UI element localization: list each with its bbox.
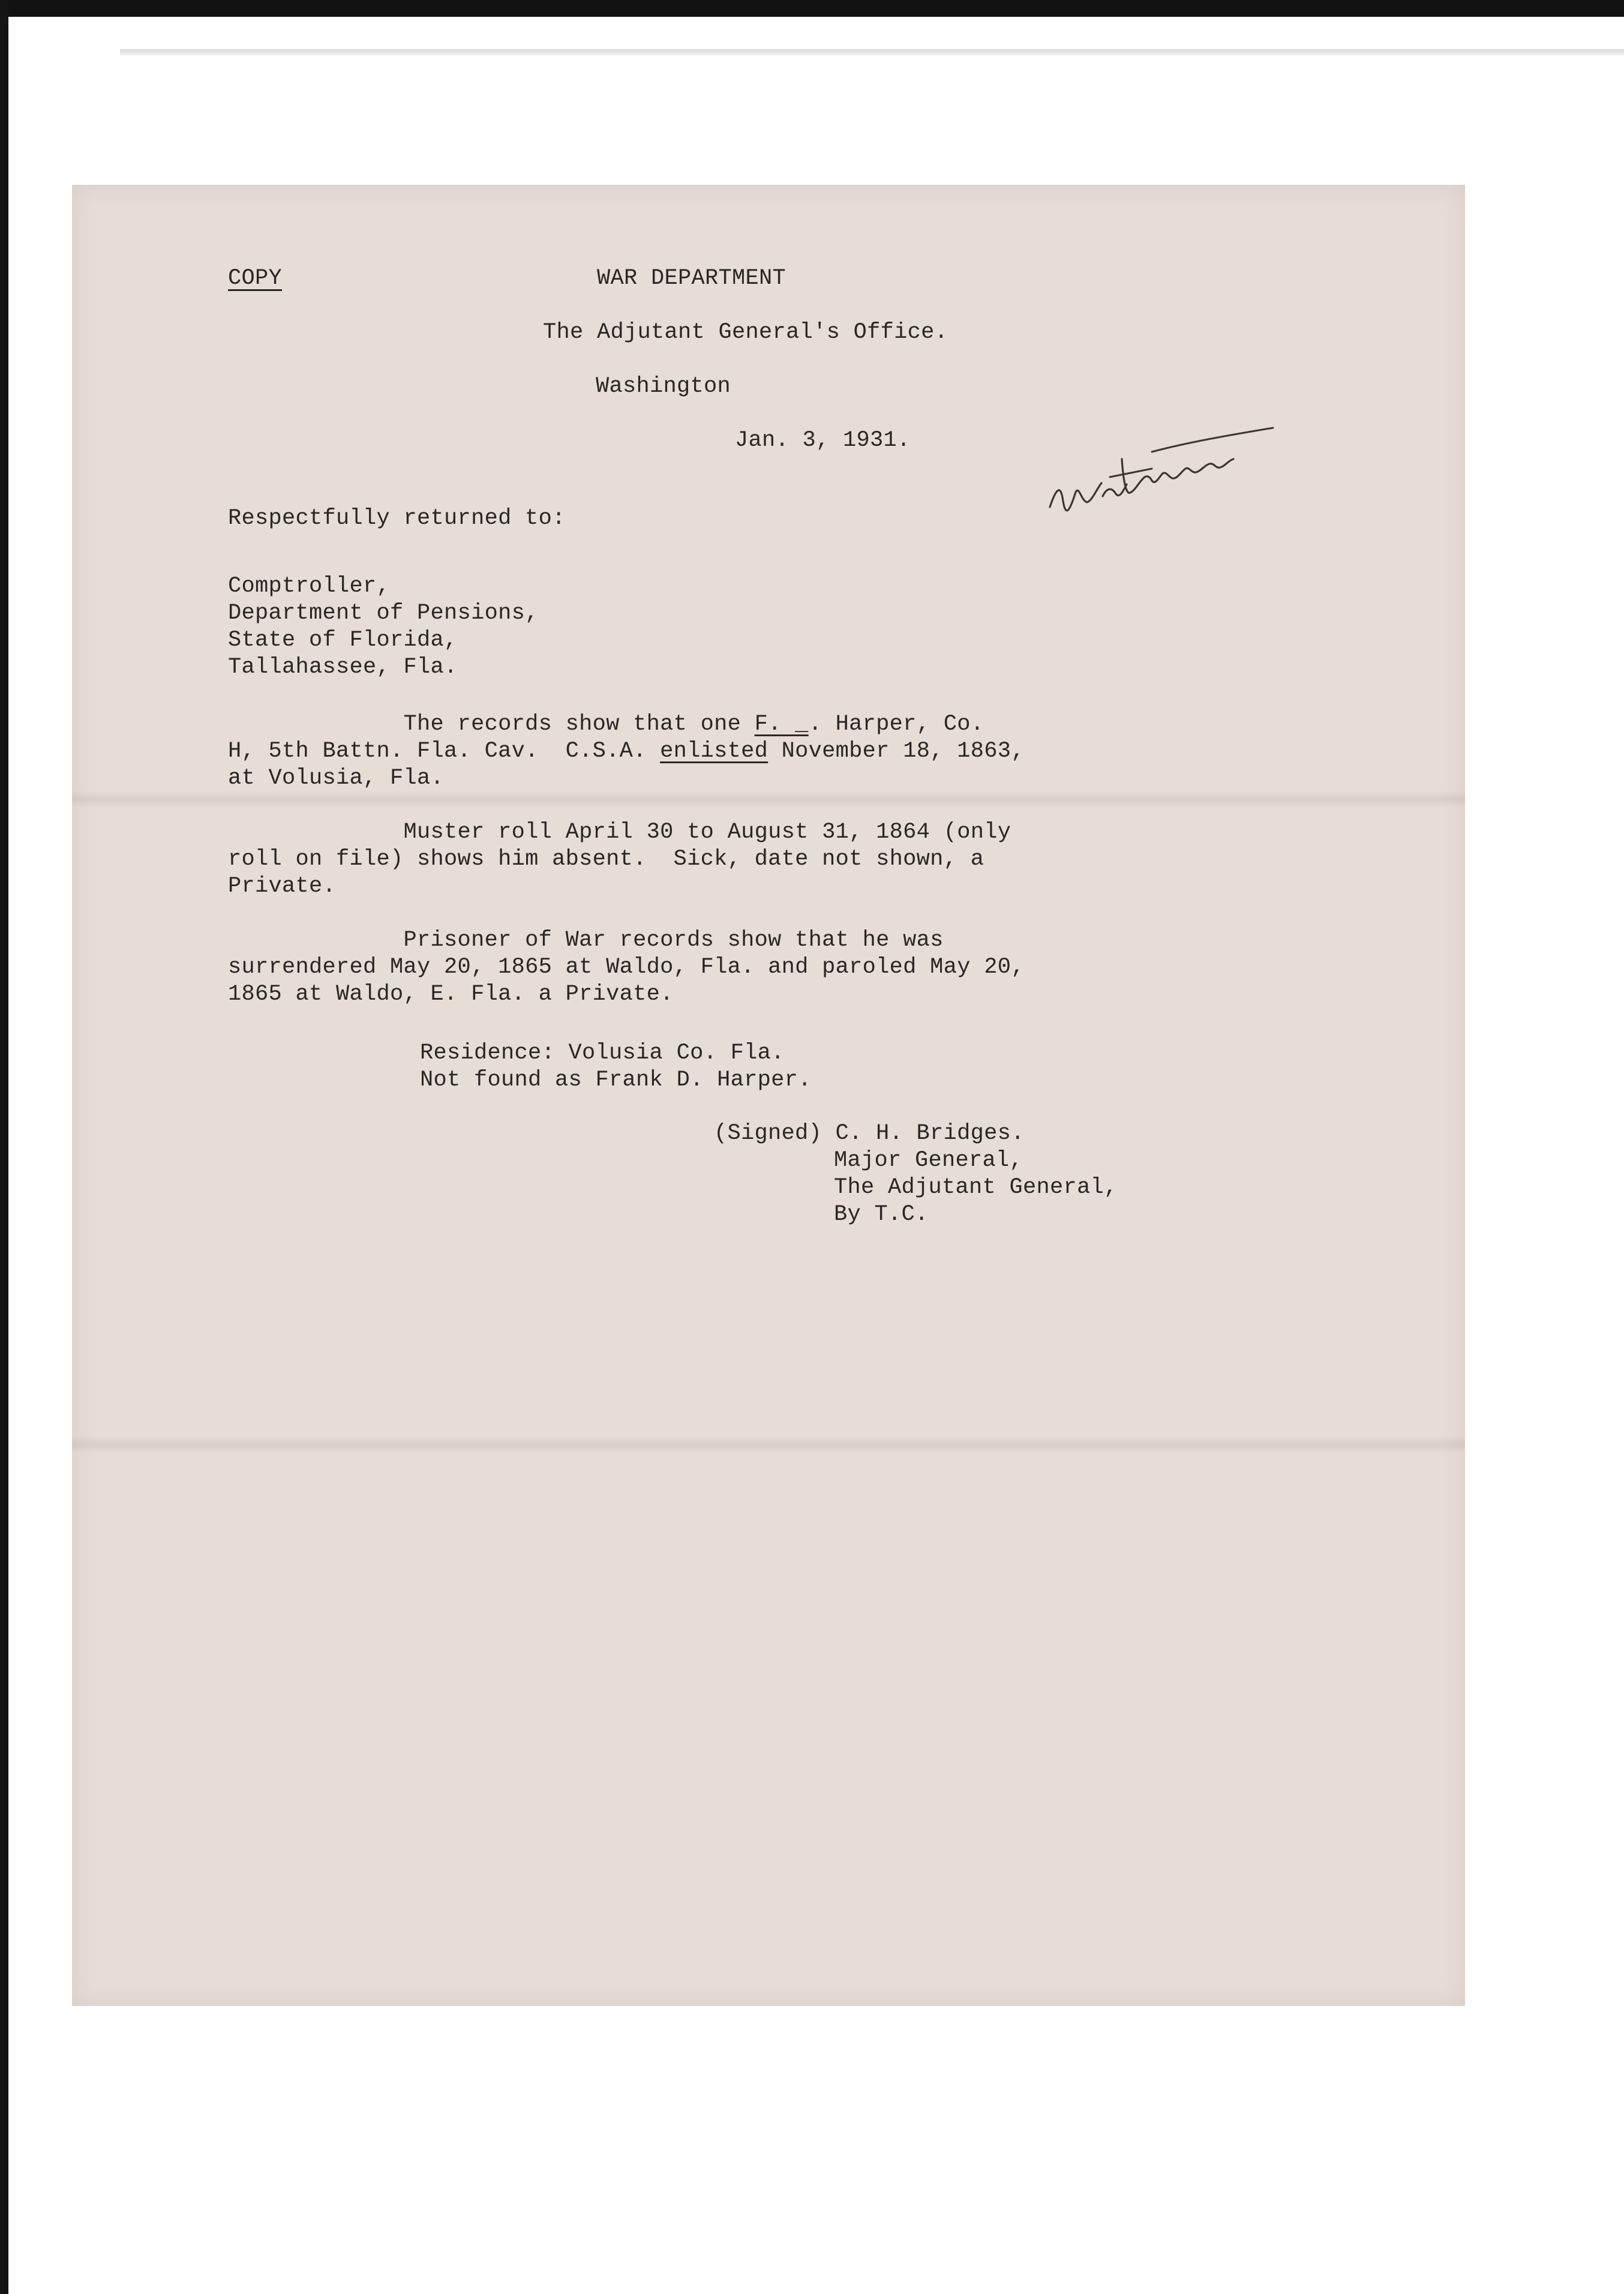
enlistment-paragraph: [228, 711, 1025, 792]
muster-roll-paragraph: [228, 819, 1011, 900]
letter-date: Jan. 3, 1931.: [735, 428, 911, 453]
address-line: State of Florida,: [228, 628, 458, 653]
header-office: The Adjutant General's Office.: [543, 320, 948, 345]
scan-top-strip: [120, 49, 1624, 55]
returned-to-line: Respectfully returned to:: [228, 506, 566, 531]
header-city: Washington: [596, 374, 731, 399]
address-line: Department of Pensions,: [228, 601, 539, 626]
text-fragment: . Harper, Co.: [808, 712, 984, 737]
scan-left-border: [0, 0, 8, 2294]
header-department: WAR DEPARTMENT: [597, 266, 787, 291]
text-fragment: at Volusia, Fla.: [228, 766, 445, 791]
paragraph-line: surrendered May 20, 1865 at Waldo, Fla. and paroled May 20,: [228, 955, 1025, 980]
text-fragment: November 18, 1863,: [768, 739, 1025, 764]
signature-title-line: The Adjutant General,: [834, 1175, 1118, 1200]
paragraph-line: Not found as Frank D. Harper.: [420, 1067, 812, 1093]
underlined-initial: F. _: [754, 712, 809, 737]
residence-note: [420, 1040, 812, 1094]
handwritten-witness-note: [1032, 417, 1284, 537]
paper-fold-line: [72, 791, 1465, 808]
paper-fold-line: [72, 1436, 1465, 1453]
text-fragment: H, 5th Battn. Fla. Cav. C.S.A.: [228, 739, 661, 764]
copy-label: COPY: [228, 266, 283, 291]
paragraph-line: Private.: [228, 874, 337, 899]
scan-top-border: [0, 0, 1624, 17]
signed-by-line: (Signed) C. H. Bridges.: [714, 1121, 1025, 1146]
paragraph-line: Muster roll April 30 to August 31, 1864 (only: [228, 820, 1011, 845]
paragraph-line: roll on file) shows him absent. Sick, date not shown, a: [228, 847, 984, 872]
address-line: Tallahassee, Fla.: [228, 655, 458, 680]
paragraph-line: Residence: Volusia Co. Fla.: [420, 1040, 785, 1066]
paragraph-line: Prisoner of War records show that he was: [228, 928, 944, 953]
svg-text:Witness: Witness: [1032, 417, 1035, 418]
prisoner-of-war-paragraph: [228, 927, 1025, 1008]
paragraph-line: 1865 at Waldo, E. Fla. a Private.: [228, 982, 674, 1007]
recipient-address: [228, 573, 539, 681]
signature-title-block: [834, 1147, 1118, 1228]
signature-title-line: By T.C.: [834, 1202, 929, 1227]
text-fragment: The records show that one: [228, 712, 755, 737]
address-line: Comptroller,: [228, 574, 391, 599]
underlined-word: enlisted: [660, 739, 769, 764]
signature-title-line: Major General,: [834, 1148, 1023, 1173]
